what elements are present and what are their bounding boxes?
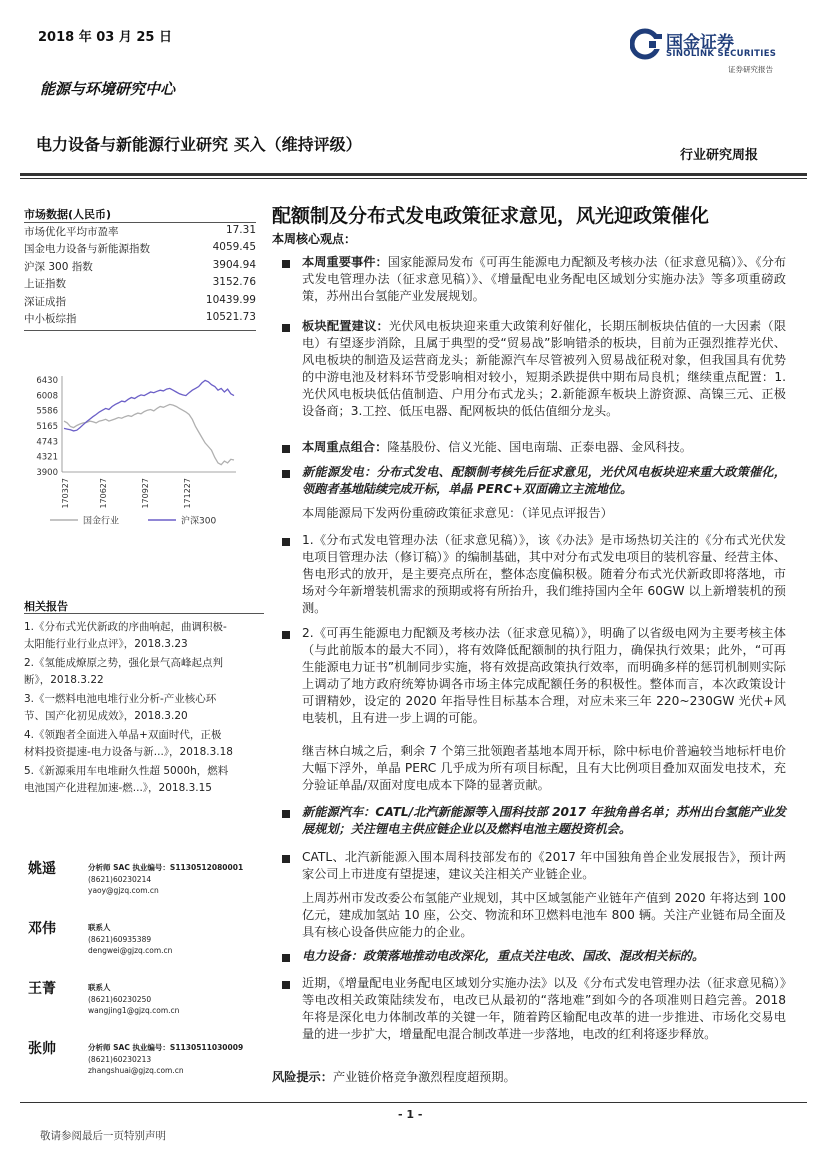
footer-divider (20, 1102, 807, 1103)
page-number: - 1 - (398, 1108, 423, 1121)
market-data-row (24, 259, 256, 276)
market-data-row (24, 311, 256, 328)
related-report-item[interactable] (24, 763, 268, 797)
analyst-email[interactable]: zhangshuai@gjzq.com.cn (88, 1066, 184, 1075)
brand-subtitle: 证券研究报告 (728, 65, 773, 74)
analyst-name: 邓伟 (28, 921, 56, 937)
related-report-line: 2.《氢能成燎原之势，强化景气高峰起点判 (24, 657, 224, 669)
chart-legend-label: 国金行业 (83, 516, 120, 527)
key-portfolio (302, 439, 786, 456)
analyst-name: 姚遥 (28, 861, 56, 877)
key-events-label: 本周重要事件： (302, 255, 388, 269)
core-view-heading: 本周核心观点： (272, 232, 357, 246)
chart-y-tick-label: 5586 (36, 406, 58, 417)
market-data-value: 3152.76 (212, 276, 256, 289)
chart-x-tick-label: 171227 (183, 478, 192, 509)
analyst-contact (88, 1042, 243, 1077)
power-reform-text: 近期，《增量配电业务配电区域划分实施办法》以及《分布式发电管理办法（征求意见稿）》等电改相关政策陆续发布，电改已从最初的“落地难”到如今的各项准则日趋完善。2018 年将是深化电力体制改革的关键一年，随着跨区输配电改革的进一步推进、市场化交易电量的进一步扩大，增量配电混合制改革进一步落地，电改的红利将逐步释放。 (302, 976, 786, 1041)
bullet-icon (282, 445, 290, 453)
chart-x-tick-label: 170627 (99, 478, 108, 509)
power-equipment-heading: 电力设备：政策落地推动电改深化，重点关注电改、国改、混改相关标的。 (302, 949, 705, 963)
report-type: 行业研究周报 (680, 148, 759, 163)
bullet-icon (282, 855, 290, 863)
new-energy-vehicle-heading: 新能源汽车：CATL/北汽新能源等入围科技部 2017 年独角兽名单；苏州出台氢能产业发展规划；关注锂电主供应链企业以及燃料电池主题投资机会。 (302, 805, 786, 836)
bullet-icon (282, 538, 290, 546)
analyst-contact (88, 982, 179, 1017)
distributed-policy: 1.《分布式发电管理办法（征求意见稿）》，该《办法》是市场热切关注的《分布式光伏发电项目管理办法（修订稿）》的编制基础，其中对分布式发电项目的装机容量、经营主体、售电形式的放开，是主要亮点所在，整体态度偏积极。随着分布式光伏新政即将落地，市场对今年新增装机需求的预期或将有所抬升，我们维持国内全年 60GW 以上新增装机的预测。 (302, 533, 786, 615)
analyst-contact (88, 862, 243, 897)
bullet-icon (282, 954, 290, 962)
market-data-row (24, 224, 256, 241)
market-data-value: 4059.45 (212, 241, 256, 254)
market-data-value: 17.31 (225, 224, 256, 236)
market-data-value: 10521.73 (205, 311, 256, 323)
quota-policy: 2.《可再生能源电力配额及考核办法（征求意见稿）》，明确了以省级电网为主要考核主体（与此前版本的最大不同），将有效降低配额制的执行阻力，确保执行效果；此外，“可再生能源电力证书”机制同步实施，将有效提高政策执行效率，而明确多样的惩罚机制则实际上调动了地方政府统筹协调各市场主体完成配额任务的积极性。整体而言，本次政策设计可谓精妙，设定的 2020 年指导性目标基本合理，对应未来三年 220~230GW 光伏+风电装机，且有进一步上调的可能。 (302, 626, 786, 725)
market-data-label: 中小板综指 (24, 313, 77, 325)
related-reports-heading: 相关报告 (24, 600, 68, 613)
chart-x-tick-label: 170327 (61, 478, 70, 509)
chart-y-tick-label: 4321 (36, 452, 58, 463)
analyst-email[interactable]: wangjing1@gjzq.com.cn (88, 1006, 180, 1015)
market-data-label: 上证指数 (24, 278, 66, 291)
analyst-phone: (8621)60230250 (88, 994, 152, 1004)
chart-series-line (64, 380, 234, 431)
renewable-generation-heading: 新能源发电：分布式发电、配额制考核先后征求意见，光伏风电板块迎来重大政策催化，领跑者基地陆续完成开标，单晶 PERC+双面确立主流地位。 (302, 465, 786, 496)
chart-y-tick-label: 3900 (36, 468, 58, 478)
allocation-advice-text: 光伏风电板块迎来重大政策利好催化，长期压制板块估值的一大因素（限电）有望逐步消除，且属于典型的受“贸易战”影响错杀的板块，目前为正强烈推荐光伏、风电板块的制造及运营商龙头；新能源汽车尽管被列入贸易战征税对象，但我国具有优势的中游电池及材料环节受影响相对较小，短期杀跌提供中期布局良机；继续重点配置：1.光伏风电板块低估值制造、户用分布式龙头；2.新能源车板块上游资源、高镍三元、正极设备商；3.工控、低压电器、配网板块的低估值细分龙头。 (302, 319, 787, 418)
catl-text: CATL、北汽新能源入围本周科技部发布的《2017 年中国独角兽企业发展报告》，预计两家公司上市进度有望提速，建议关注相关产业链企业。 (302, 850, 786, 881)
related-report-line: 3.《一燃料电池电堆行业分析-产业核心环 (24, 693, 217, 705)
leader-base-text: 继吉林白城之后，剩余 7 个第三批领跑者基地本周开标，除中标电价普遍较当地标杆电价大幅下浮外，单晶 PERC 几乎成为所有项目标配，且有大比例项目叠加双面发电技术，充分验证单晶/双面对度电成本下降的显著贡献。 (302, 744, 786, 792)
bullet-icon (282, 631, 290, 639)
related-report-item[interactable] (24, 727, 268, 761)
market-data-divider (24, 330, 256, 331)
brand-english: SINOLINK SECURITIES (666, 49, 777, 59)
allocation-advice-label: 板块配置建议： (302, 319, 389, 333)
brand-name: 国金证券 (666, 33, 734, 53)
bullet-icon (282, 810, 290, 818)
risk-text: 产业链价格竞争激烈程度超预期。 (332, 1070, 516, 1084)
related-report-line: 节、国产化初见成效》，2018.3.20 (24, 710, 188, 722)
hydrogen-plan-text: 上周苏州市发改委公布氢能产业规划，其中区域氢能产业链年产值到 2020 年将达到 100 亿元，建成加氢站 10 座，公交、物流和环卫燃料电池车 800 辆。关注产业链布局全面及具有核心设备供应能力的企业。 (302, 891, 786, 939)
market-data-label: 市场优化平均市盈率 (24, 226, 119, 238)
analyst-email[interactable]: yaoy@gjzq.com.cn (88, 886, 159, 895)
analyst-role: 分析师 SAC 执业编号：S1130512080001 (88, 863, 244, 872)
bullet-icon (282, 260, 290, 268)
key-portfolio-text: 隆基股份、信义光能、国电南瑞、正泰电器、金风科技。 (387, 440, 692, 454)
header-divider-thin (20, 178, 807, 179)
related-report-line: 断》，2018.3.22 (24, 674, 104, 686)
chart-legend-label: 沪深300 (181, 516, 217, 527)
analyst-phone: (8621)60230214 (88, 874, 152, 884)
market-data-heading: 市场数据(人民币) (24, 208, 112, 221)
chart-y-tick-label: 5165 (36, 422, 58, 432)
key-events-text: 国家能源局发布《可再生能源电力配额及考核办法（征求意见稿）》、《分布式发电管理办法（征求意见稿）》、《增量配电业务配电区域划分实施办法》等多项重磅政策，苏州出台氢能产业发展规划。 (302, 255, 787, 303)
bullet-icon (282, 981, 290, 989)
chart-y-tick-label: 4743 (36, 437, 58, 448)
market-data-value: 3904.94 (212, 258, 256, 271)
policy-intro: 本周能源局下发两份重磅政策征求意见：（详见点评报告） (302, 506, 613, 520)
key-events (302, 254, 786, 305)
chart-x-tick-label: 170927 (141, 478, 150, 509)
analyst-phone: (8621)60230213 (88, 1054, 152, 1064)
analyst-phone: (8621)60935389 (88, 934, 152, 944)
report-date: 2018 年 03 月 25 日 (38, 30, 172, 45)
analyst-name: 王菁 (28, 981, 56, 997)
analyst-role: 分析师 SAC 执业编号：S1130511030009 (88, 1043, 244, 1052)
disclaimer-note: 敬请参阅最后一页特别声明 (40, 1130, 166, 1142)
related-report-line: 材料投资提速-电力设备与新...》，2018.3.18 (24, 746, 233, 758)
analyst-email[interactable]: dengwei@gjzq.com.cn (88, 946, 173, 955)
chart-y-tick-label: 6430 (36, 376, 58, 386)
header-divider (20, 173, 807, 176)
related-report-item[interactable] (24, 619, 268, 653)
related-report-line: 4.《领跑者全面进入单晶+双面时代，正极 (24, 729, 222, 741)
analyst-name: 张帅 (28, 1041, 56, 1057)
industry-title: 电力设备与新能源行业研究 买入（维持评级） (36, 135, 362, 154)
market-data-divider (24, 222, 256, 223)
report-title: 配额制及分布式发电政策征求意见，风光迎政策催化 (272, 205, 710, 227)
market-data-label: 沪深 300 指数 (24, 260, 93, 273)
allocation-advice (302, 318, 786, 420)
market-data-row (24, 294, 256, 311)
market-data-row (24, 241, 256, 258)
market-data-label: 深证成指 (24, 295, 66, 308)
analyst-contact (88, 922, 172, 957)
chart-series-line (64, 404, 234, 464)
related-report-line: 5.《新源乘用车电堆耐久性超 5000h，燃料 (24, 765, 229, 777)
chart-y-tick-label: 6008 (36, 391, 58, 402)
related-report-line: 电池国产化进程加速-燃...》，2018.3.15 (24, 782, 212, 794)
risk-warning (272, 1068, 516, 1085)
related-report-line: 1.《分布式光伏新政的序曲响起，曲调积极- (24, 621, 227, 633)
bullet-icon (282, 470, 290, 478)
risk-label: 风险提示： (272, 1070, 333, 1084)
related-report-item[interactable] (24, 655, 268, 689)
market-data-value: 10439.99 (205, 293, 256, 306)
related-reports-divider (24, 613, 264, 614)
analyst-role: 联系人 (88, 923, 111, 932)
research-center: 能源与环境研究中心 (40, 80, 176, 98)
related-report-item[interactable] (24, 691, 268, 725)
bullet-icon (282, 324, 290, 332)
index-chart (20, 368, 258, 540)
market-data-label: 国金电力设备与新能源指数 (24, 243, 150, 256)
market-data-row (24, 276, 256, 293)
related-report-line: 太阳能行业行业点评》，2018.3.23 (24, 638, 188, 650)
key-portfolio-label: 本周重点组合： (302, 440, 388, 454)
analyst-role: 联系人 (88, 983, 111, 992)
